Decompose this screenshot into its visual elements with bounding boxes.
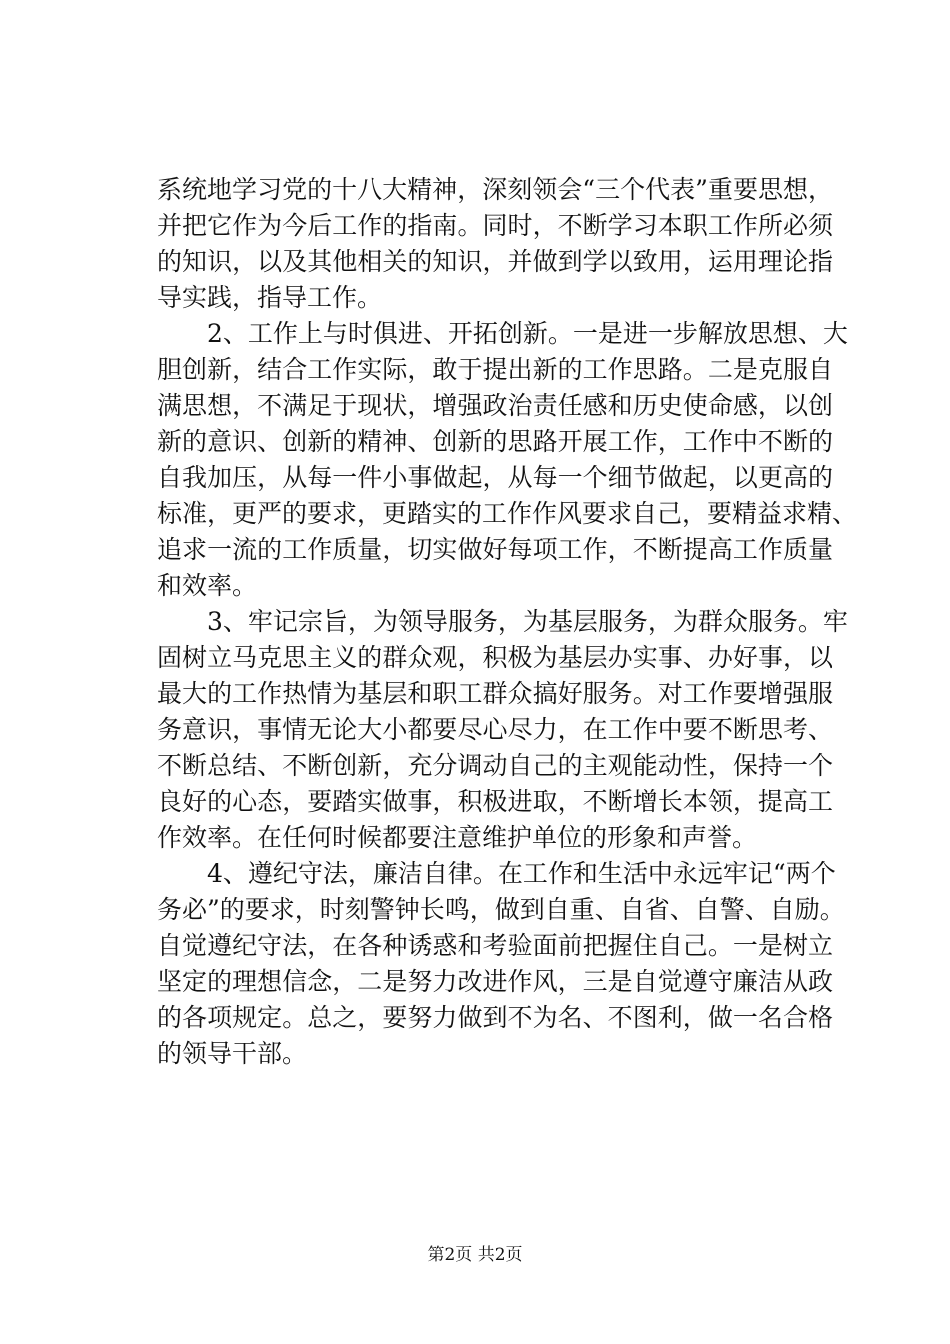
text-line: 的各项规定。总之，要努力做到不为名、不图利，做一名合格 — [157, 1003, 833, 1032]
text-line: 标准，更严的要求，更踏实的工作作风要求自己，要精益求精、 — [157, 499, 858, 528]
text-line: 3、牢记宗旨，为领导服务，为基层服务，为群众服务。牢 — [157, 607, 848, 636]
text-line: 2、工作上与时俱进、开拓创新。一是进一步解放思想、大 — [157, 319, 848, 348]
document-body — [157, 172, 858, 1072]
text-line: 导实践，指导工作。 — [157, 283, 383, 312]
text-line: 胆创新，结合工作实际，敢于提出新的工作思路。二是克服自 — [157, 355, 833, 384]
text-line: 务必”的要求，时刻警钟长鸣，做到自重、自省、自警、自励。 — [157, 895, 845, 924]
text-line: 固树立马克思主义的群众观，积极为基层办实事、办好事，以 — [157, 643, 833, 672]
text-line: 的知识，以及其他相关的知识，并做到学以致用，运用理论指 — [157, 247, 833, 276]
text-line: 自我加压，从每一件小事做起，从每一个细节做起，以更高的 — [157, 463, 833, 492]
text-line: 坚定的理想信念，二是努力改进作风，三是自觉遵守廉洁从政 — [157, 967, 833, 996]
text-line: 良好的心态，要踏实做事，积极进取，不断增长本领，提高工 — [157, 787, 833, 816]
text-line: 和效率。 — [157, 571, 258, 600]
page-footer: 第2页 共2页 — [427, 1245, 523, 1265]
text-line: 自觉遵纪守法，在各种诱惑和考验面前把握住自己。一是树立 — [157, 931, 833, 960]
text-line: 的领导干部。 — [157, 1039, 308, 1068]
text-line: 并把它作为今后工作的指南。同时，不断学习本职工作所必须 — [157, 211, 833, 240]
text-line: 最大的工作热情为基层和职工群众搞好服务。对工作要增强服 — [157, 679, 833, 708]
text-line: 系统地学习党的十八大精神，深刻领会“三个代表”重要思想， — [157, 175, 833, 204]
text-line: 不断总结、不断创新，充分调动自己的主观能动性，保持一个 — [157, 751, 833, 780]
text-line: 追求一流的工作质量，切实做好每项工作，不断提高工作质量 — [157, 535, 833, 564]
text-line: 4、遵纪守法，廉洁自律。在工作和生活中永远牢记“两个 — [157, 859, 836, 888]
text-line: 作效率。在任何时候都要注意维护单位的形象和声誉。 — [157, 823, 758, 852]
text-line: 新的意识、创新的精神、创新的思路开展工作，工作中不断的 — [157, 427, 833, 456]
text-line: 满思想，不满足于现状，增强政治责任感和历史使命感，以创 — [157, 391, 833, 420]
text-line: 务意识，事情无论大小都要尽心尽力，在工作中要不断思考、 — [157, 715, 833, 744]
